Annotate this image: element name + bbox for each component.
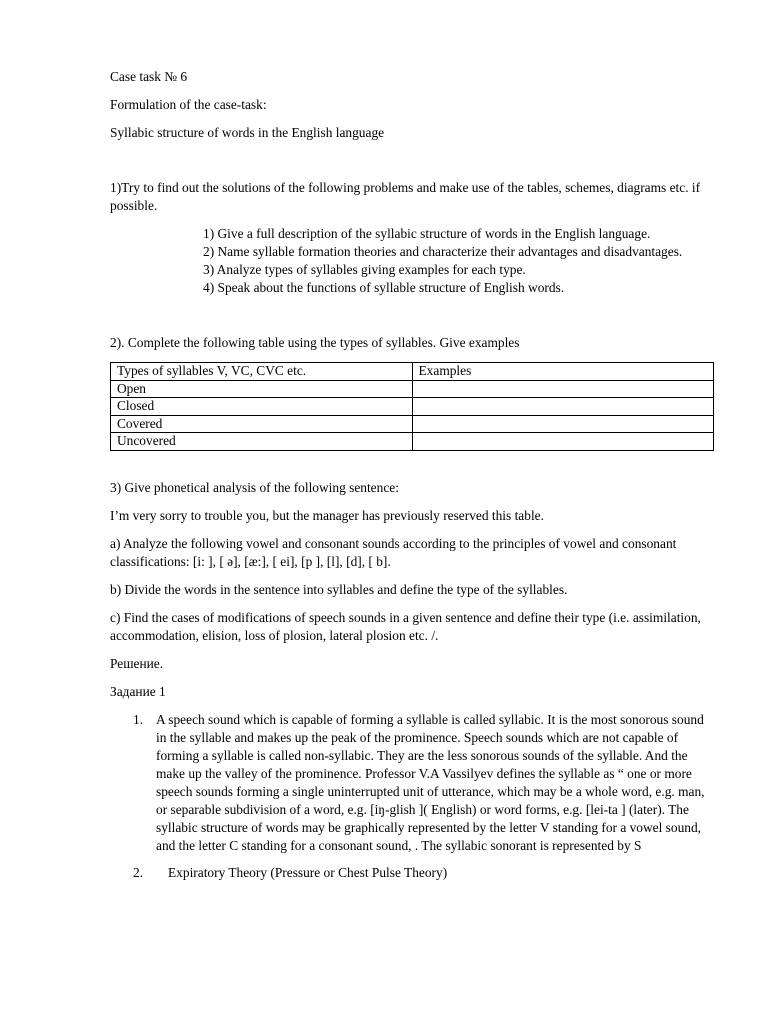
section2-intro: 2). Complete the following table using the types of syllables. Give examples xyxy=(110,335,520,350)
section1-intro: 1)Try to find out the solutions of the following problems and make use of the tables, schemes, diagrams etc. if possible. xyxy=(110,180,701,213)
table-cell-type: Open xyxy=(111,380,413,398)
table-cell-example xyxy=(412,398,714,416)
task-item: 2) Name syllable formation theories and characterize their advantages and disadvantages. xyxy=(203,244,683,259)
task-item: 4) Speak about the functions of syllable structure of English words. xyxy=(203,280,565,295)
list-item xyxy=(110,711,714,855)
formulation-label: Formulation of the case-task: xyxy=(110,97,267,112)
section3-item-b: b) Divide the words in the sentence into syllables and define the type of the syllables. xyxy=(110,581,568,597)
list-item-text: Expiratory Theory (Pressure or Chest Pulse Theory) xyxy=(168,864,448,880)
analysis-sentence: I’m very sorry to trouble you, but the manager has previously reserved this table. xyxy=(110,507,544,523)
table-header-row xyxy=(111,363,714,381)
table-row xyxy=(111,433,714,451)
table-cell-example xyxy=(412,380,714,398)
section3-item-c: c) Find the cases of modifications of speech sounds in a given sentence and define their type (i.e. assimilation, accommodation, elision, loss of plosion, lateral plosion etc. /. xyxy=(110,609,701,643)
section1-task-list xyxy=(203,225,714,297)
table-cell-example xyxy=(412,415,714,433)
task-item: 1) Give a full description of the syllabic structure of words in the English language. xyxy=(203,226,651,241)
section3-item-a: a) Analyze the following vowel and consonant sounds according to the principles of vowel and consonant classifications: [i: ], [ ə], [æ:], [ ei], [p ], [l], [d], [ b]. xyxy=(110,535,677,569)
case-task-title: Case task № 6 xyxy=(110,69,188,84)
section3-intro: 3) Give phonetical analysis of the following sentence: xyxy=(110,479,399,495)
table-row xyxy=(111,415,714,433)
table-row xyxy=(111,398,714,416)
solution-task-label: Задание 1 xyxy=(110,683,166,699)
syllable-types-table xyxy=(110,362,714,451)
solution-list xyxy=(110,711,714,882)
list-item-number: 1. xyxy=(133,711,144,727)
table-cell-example xyxy=(412,433,714,451)
solution-heading: Решение. xyxy=(110,655,164,671)
document-page xyxy=(110,68,714,882)
table-cell-type: Uncovered xyxy=(111,433,413,451)
list-item xyxy=(110,864,714,882)
table-cell-type: Closed xyxy=(111,398,413,416)
list-item-text: A speech sound which is capable of forming a syllable is called syllabic. It is the most sonorous sound in the syllable and makes up the peak of the prominence. Speech sounds which are not capable of forming a syllable is called non-syllabic. They are the less sonorous sounds of the syllable. And the make up the valley of the prominence. Professor V.A Vassilyev defines the syllable as “ one or more speech sounds forming a single uninterrupted unit of utterance, which may be a whole word, e.g. man, or separable subdivision of a word, e.g. [iŋ-glish ]( English) or word forms, e.g. [lei-ta ] (later). The syllabic structure of words may be graphically represented by the letter V standing for a vowel sound, and the letter C standing for a consonant sound, . The syllabic sonorant is represented by S xyxy=(156,711,705,853)
table-row xyxy=(111,380,714,398)
table-header-examples: Examples xyxy=(412,363,714,381)
table-header-types: Types of syllables V, VC, CVC etc. xyxy=(111,363,413,381)
task-item: 3) Analyze types of syllables giving examples for each type. xyxy=(203,262,526,277)
table-cell-type: Covered xyxy=(111,415,413,433)
list-item-number: 2. xyxy=(133,864,144,880)
topic-title: Syllabic structure of words in the English language xyxy=(110,125,385,140)
